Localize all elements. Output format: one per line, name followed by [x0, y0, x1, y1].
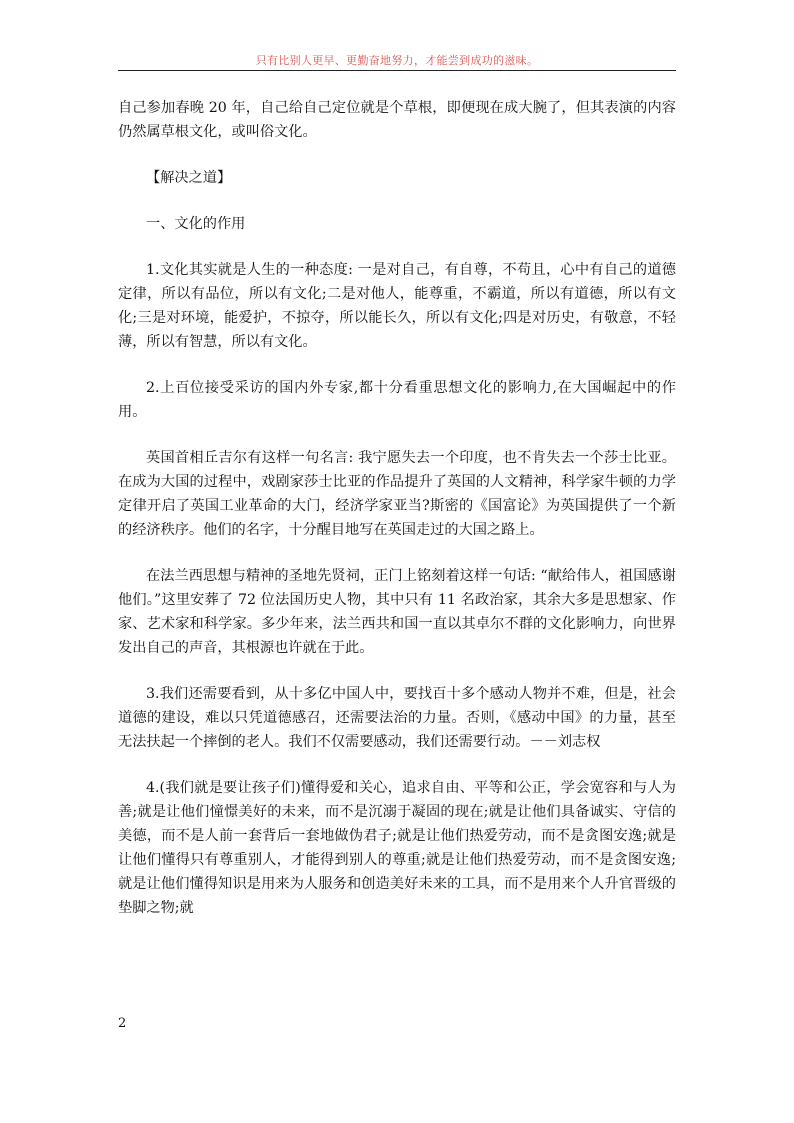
- subheading-culture-role: 一、文化的作用: [146, 216, 246, 232]
- paragraph-point-4: 4.(我们就是要让孩子们)懂得爱和关心，追求自由、平等和公正，学会宽容和与人为善;就是让他们憧憬美好的未来，而不是沉溺于凝固的现在;就是让他们具备诚实、守信的美德，而不是人前一套背后一套地做伪君子;就是让他们热爱劳动，而不是贪图安逸;就是让他们懂得只有尊重别人，才能得到别人的尊重;就是让他们热爱劳动，而不是贪图安逸;就是让他们懂得知识是用来为人服务和创造美好未来的工具，而不是用来个人升官晋级的垫脚之物;就: [118, 780, 676, 916]
- header-motto: 只有比别人更早、更勤奋地努力，才能尝到成功的滋味。: [255, 54, 539, 67]
- paragraph-point-1: 1.文化其实就是人生的一种态度: 一是对自己，有自尊，不苟且，心中有自己的道德定律，所以有品位，所以有文化;二是对他人，能尊重，不霸道，所以有道德，所以有文化;三是对环境，能爱护，不掠夺，所以能长久，所以有文化;四是对历史，有敬意，不轻薄，所以有智慧，所以有文化。: [118, 262, 676, 350]
- paragraph-point-2: 2.上百位接受采访的国内外专家,都十分看重思想文化的影响力,在大国崛起中的作用。: [118, 380, 676, 420]
- paragraph-point-3: 3.我们还需要看到，从十多亿中国人中，要找百十多个感动人物并不难，但是，社会道德的建设，难以只凭道德感召，还需要法治的力量。否则，《感动中国》的力量，甚至无法扶起一个摔倒的老人。我们不仅需要感动，我们还需要行动。－－刘志权: [118, 686, 676, 750]
- document-body: [118, 96, 676, 920]
- paragraph-england: 英国首相丘吉尔有这样一句名言: 我宁愿失去一个印度，也不肯失去一个莎士比亚。在成为大国的过程中，戏剧家莎士比亚的作品提升了英国的人文精神，科学家牛顿的力学定律开启了英国工业革命的大门，经济学家亚当?斯密的《国富论》为英国提供了一个新的经济秩序。他们的名字，十分醒目地写在英国走过的大国之路上。: [118, 450, 676, 538]
- paragraph-france: 在法兰西思想与精神的圣地先贤祠，正门上铭刻着这样一句话: “献给伟人，祖国感谢他们。”这里安葬了 72 位法国历史人物，其中只有 11 名政治家，其余大多是思想家、作家、艺术家和科学家。多少年来，法兰西共和国一直以其卓尔不群的文化影响力，向世界发出自己的声音，其根源也许就在于此。: [118, 568, 676, 656]
- section-heading-solution: 【解决之道】: [146, 170, 232, 186]
- paragraph-intro: 自己参加春晚 20 年，自己给自己定位就是个草根，即便现在成大腕了，但其表演的内容仍然属草根文化，或叫俗文化。: [118, 100, 676, 140]
- page-number: 2: [118, 1016, 127, 1031]
- header-divider: [118, 70, 676, 71]
